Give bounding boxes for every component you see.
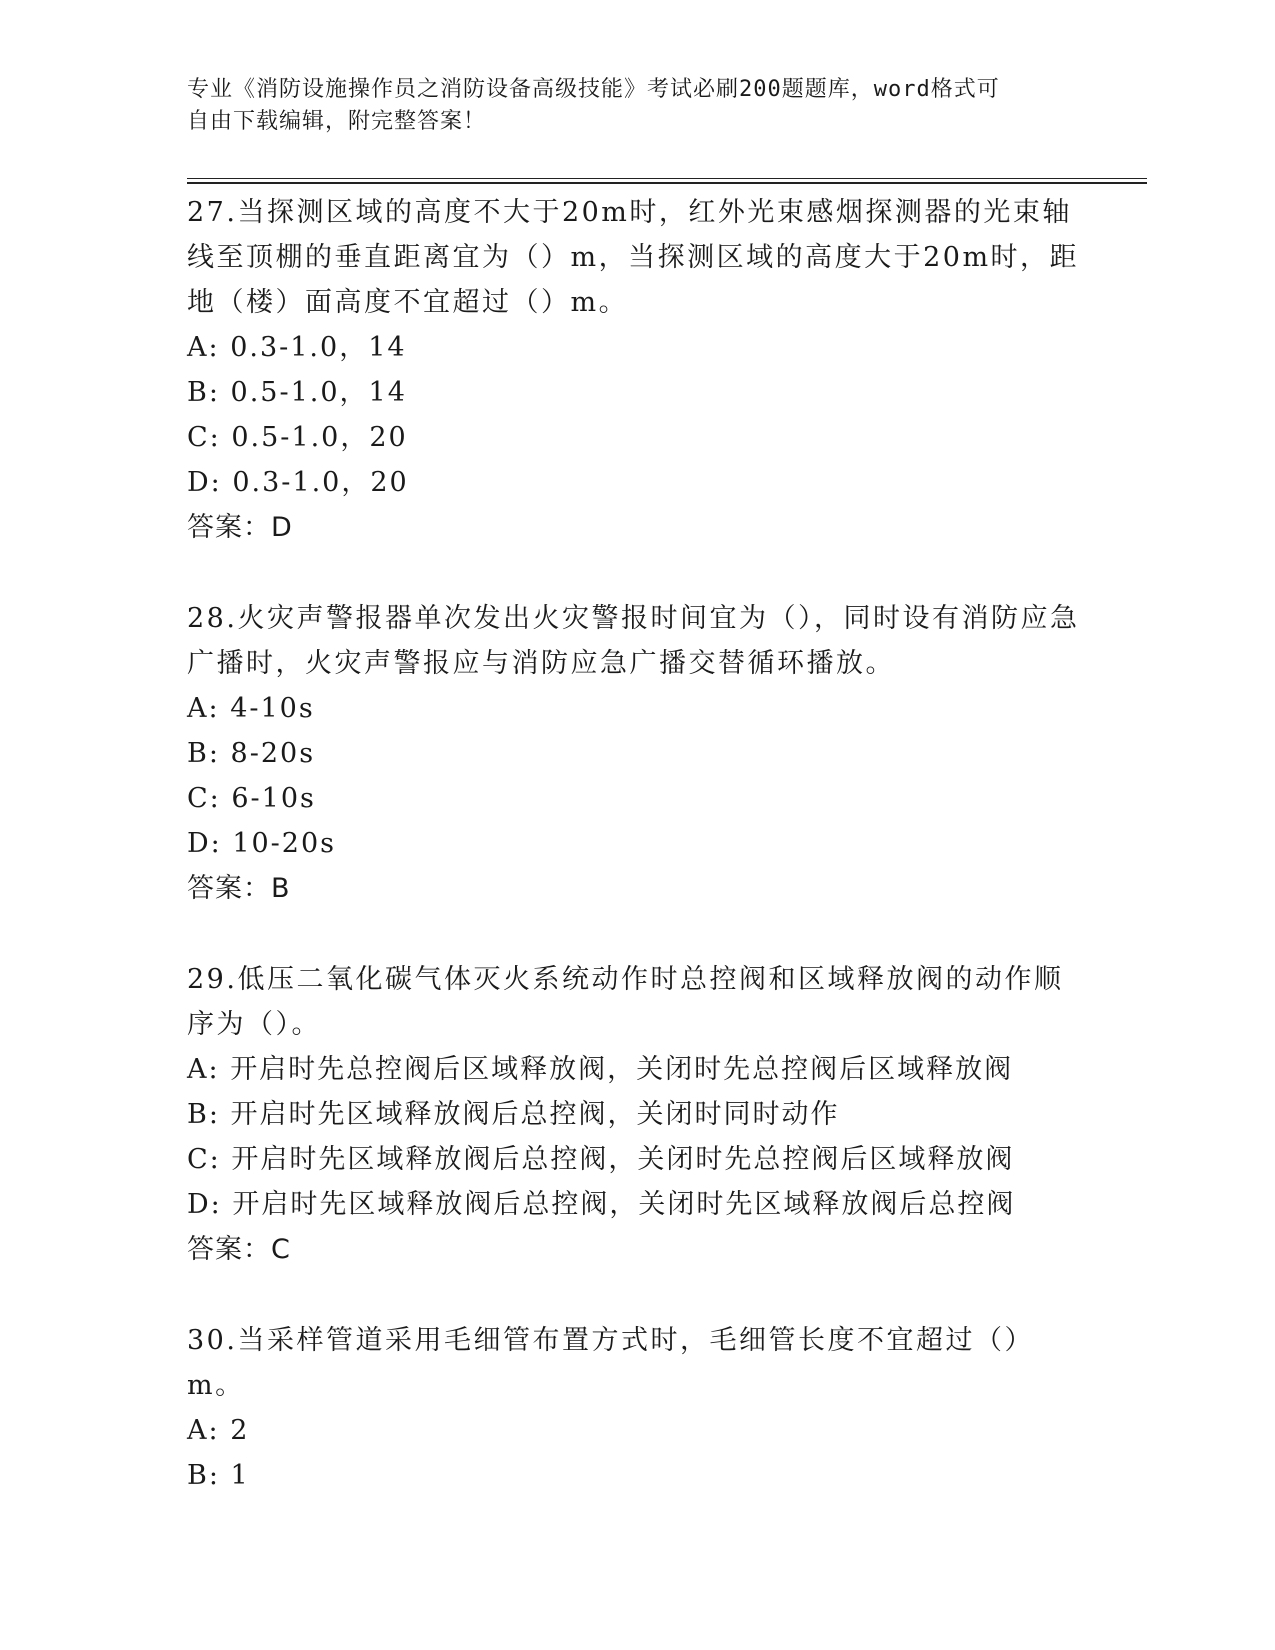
- option-text: 开启时先区域释放阀后总控阀，关闭时同时动作: [230, 1099, 840, 1130]
- header-line-1: 专业《消防设施操作员之消防设备高级技能》考试必刷200题题库，word格式可: [187, 77, 1000, 102]
- option-text: 0.3-1.0，20: [232, 467, 409, 498]
- option-d: [187, 1182, 1087, 1227]
- question-list: [187, 190, 1087, 1544]
- question-27: [187, 190, 1087, 550]
- question-stem: 28.火灾声警报器单次发出火灾警报时间宜为（），同时设有消防应急广播时，火灾声警报应与消防应急广播交替循环播放。: [187, 603, 1080, 679]
- option-text: 开启时先总控阀后区域释放阀，关闭时先总控阀后区域释放阀: [230, 1054, 1014, 1085]
- question-stem: 29.低压二氧化碳气体灭火系统动作时总控阀和区域释放阀的动作顺序为（）。: [187, 964, 1064, 1040]
- option-letter: A:: [187, 693, 231, 724]
- option-text: 4-10s: [230, 693, 315, 724]
- option-text: 0.5-1.0，14: [230, 377, 407, 408]
- option-c: [187, 415, 1087, 460]
- option-letter: D:: [187, 467, 233, 498]
- option-letter: A:: [187, 1415, 231, 1446]
- answer-line: 答案：B: [187, 873, 291, 904]
- question-29: [187, 957, 1087, 1272]
- option-letter: A:: [187, 332, 231, 363]
- option-b: [187, 1092, 1087, 1137]
- option-b: [187, 1453, 1087, 1498]
- option-text: 2: [230, 1415, 250, 1446]
- option-letter: B:: [187, 1099, 231, 1130]
- header-divider-thin: [187, 178, 1147, 179]
- option-letter: A:: [187, 1054, 231, 1085]
- option-text: 开启时先区域释放阀后总控阀，关闭时先区域释放阀后总控阀: [232, 1189, 1016, 1220]
- option-letter: C:: [187, 783, 232, 814]
- option-text: 0.3-1.0，14: [230, 332, 407, 363]
- document-header: [187, 74, 1067, 138]
- option-a: [187, 686, 1087, 731]
- header-divider-thick: [187, 182, 1147, 184]
- option-letter: C:: [187, 422, 232, 453]
- option-text: 10-20s: [232, 828, 337, 859]
- option-letter: B:: [187, 1460, 231, 1491]
- header-line-2: 自由下载编辑，附完整答案！: [187, 109, 487, 134]
- question-stem: 30.当采样管道采用毛细管布置方式时，毛细管长度不宜超过（）m。: [187, 1325, 1034, 1401]
- question-stem: 27.当探测区域的高度不大于20m时，红外光束感烟探测器的光束轴线至顶棚的垂直距离宜为（）m，当探测区域的高度大于20m时，距地（楼）面高度不宜超过（）m。: [187, 197, 1080, 318]
- question-30: [187, 1318, 1087, 1498]
- option-text: 1: [230, 1460, 250, 1491]
- option-letter: C:: [187, 1144, 232, 1175]
- option-a: [187, 1047, 1087, 1092]
- option-a: [187, 1408, 1087, 1453]
- option-d: [187, 821, 1087, 866]
- option-text: 8-20s: [230, 738, 316, 769]
- answer-line: 答案：C: [187, 1234, 291, 1265]
- option-letter: B:: [187, 377, 231, 408]
- option-text: 开启时先区域释放阀后总控阀，关闭时先总控阀后区域释放阀: [231, 1144, 1015, 1175]
- option-text: 0.5-1.0，20: [231, 422, 408, 453]
- question-28: [187, 596, 1087, 911]
- option-c: [187, 1137, 1087, 1182]
- option-b: [187, 731, 1087, 776]
- option-b: [187, 370, 1087, 415]
- option-letter: B:: [187, 738, 231, 769]
- option-text: 6-10s: [231, 783, 316, 814]
- option-c: [187, 776, 1087, 821]
- option-letter: D:: [187, 828, 233, 859]
- option-letter: D:: [187, 1189, 233, 1220]
- option-a: [187, 325, 1087, 370]
- option-d: [187, 460, 1087, 505]
- answer-line: 答案：D: [187, 512, 293, 543]
